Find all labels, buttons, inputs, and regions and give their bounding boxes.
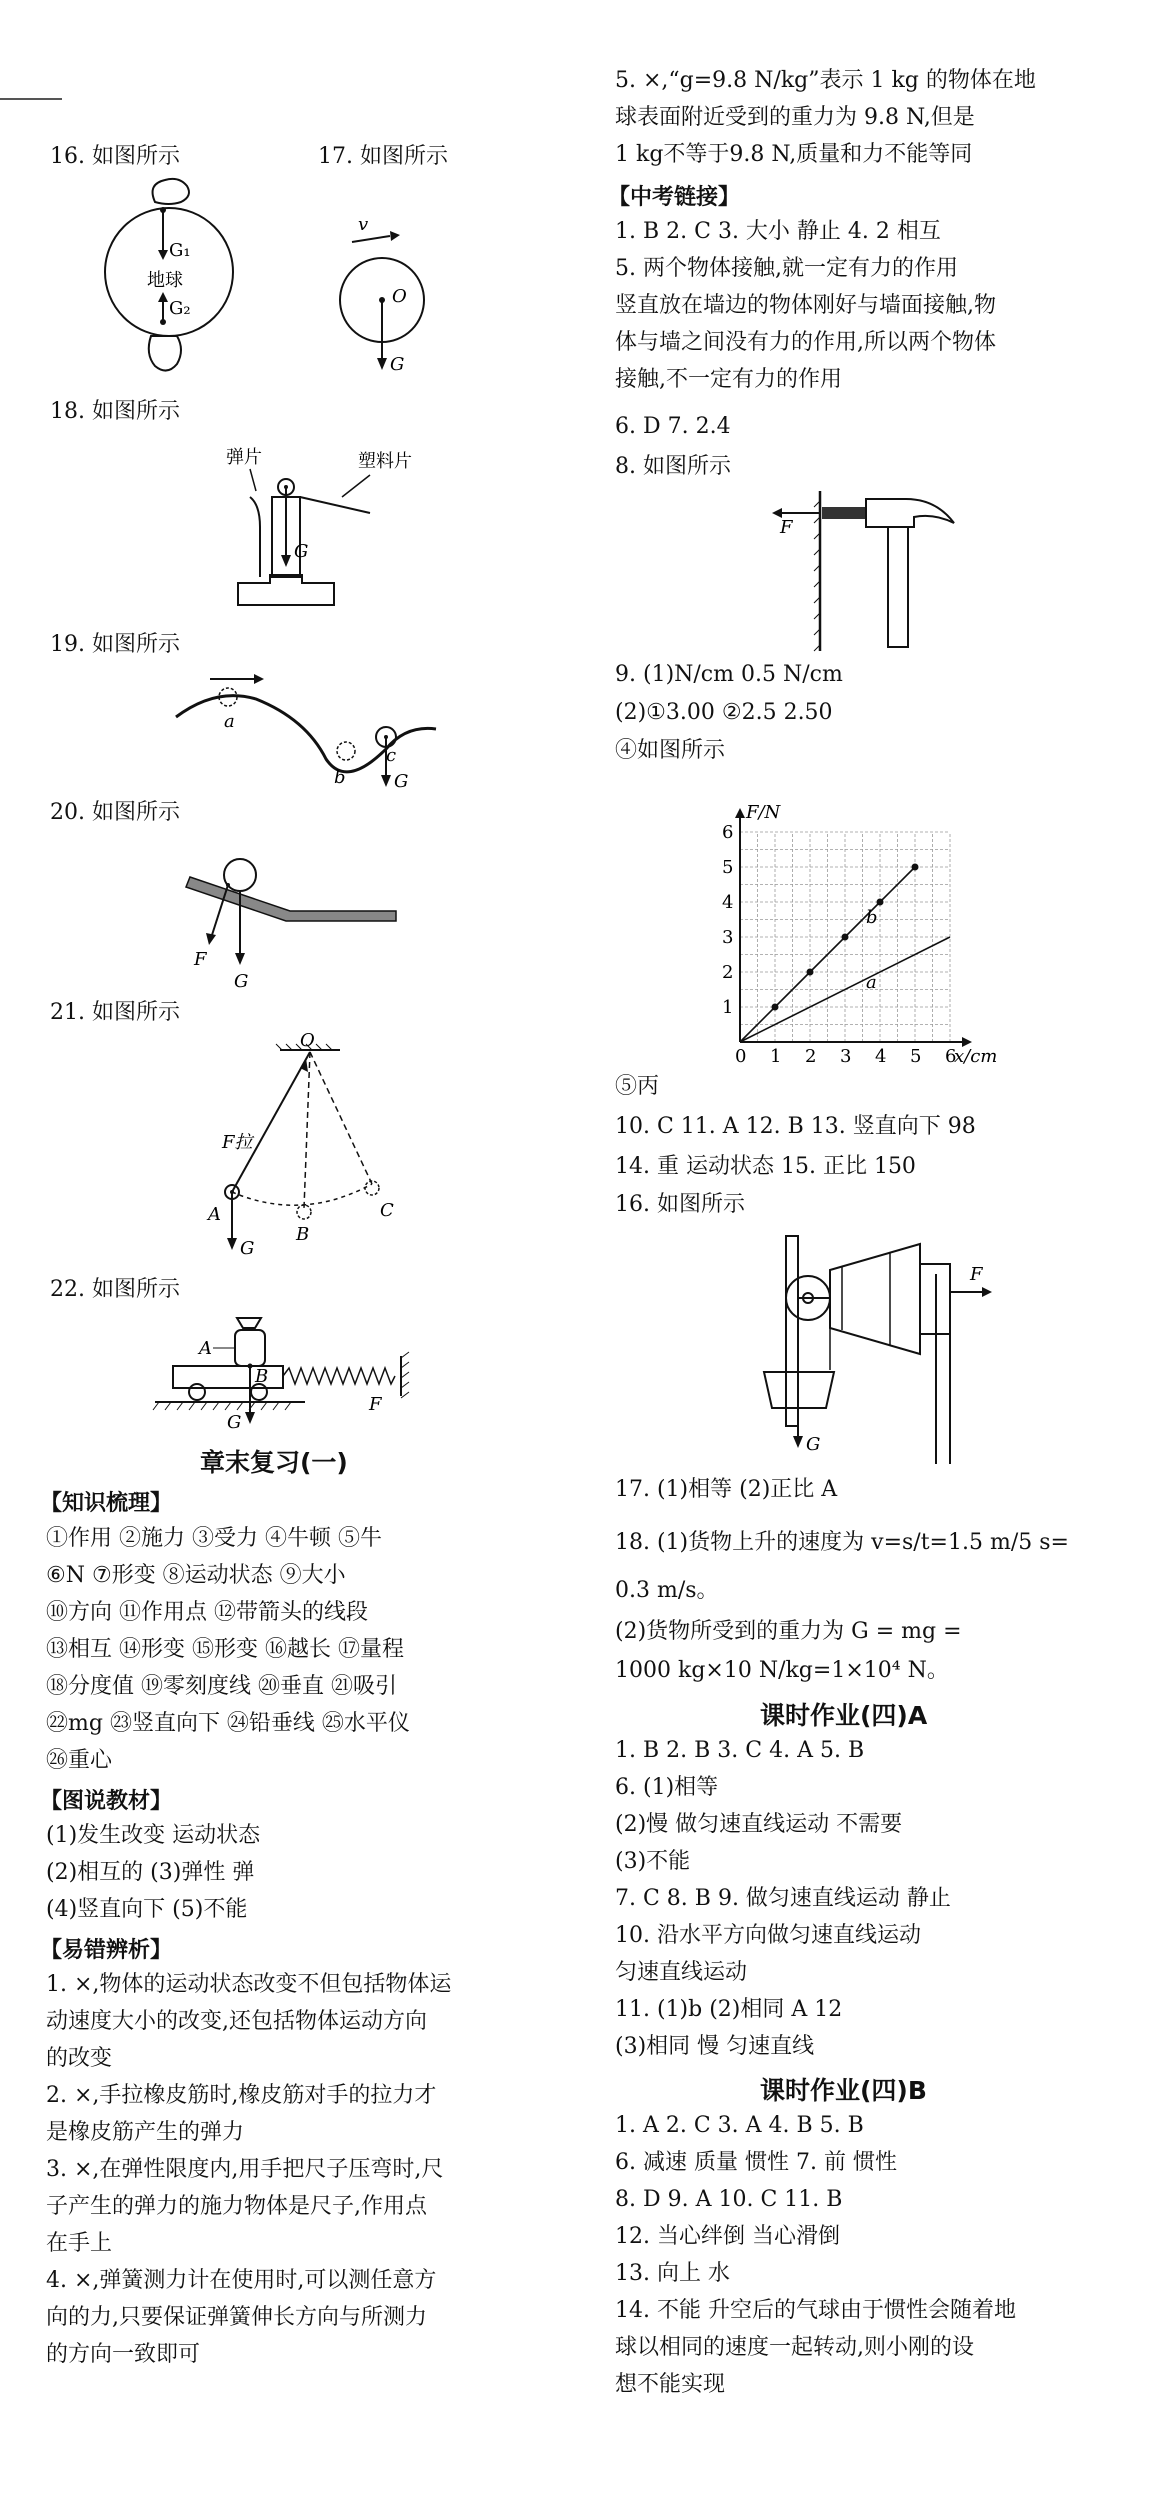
list-item: 8. D 9. A 10. C 11. B xyxy=(615,2187,843,2212)
fig18-spring-diagram xyxy=(220,445,412,625)
x-tick-label: 4 xyxy=(875,1046,887,1067)
o-label: O xyxy=(300,1030,315,1051)
list-item: ①作用 ②施力 ③受力 ④牛顿 ⑤牛 xyxy=(46,1526,382,1551)
f-pull-label: F拉 xyxy=(222,1132,253,1153)
list-item: 的改变 xyxy=(46,2046,113,2071)
fig17-ball-diagram xyxy=(330,210,450,400)
list-item: 10. 沿水平方向做匀速直线运动 xyxy=(615,1923,921,1948)
x-tick-label: 5 xyxy=(910,1046,922,1067)
list-item: 球表面附近受到的重力为 9.8 N,但是 xyxy=(615,105,975,130)
list-item: ㉒mg ㉓竖直向下 ㉔铅垂线 ㉕水平仪 xyxy=(46,1711,410,1736)
x-tick-label: 6 xyxy=(945,1046,957,1067)
x-tick-label: 1 xyxy=(770,1046,782,1067)
force-extension-chart xyxy=(700,782,1030,1072)
list-item: 6. D 7. 2.4 xyxy=(615,414,731,439)
g-label: G xyxy=(234,971,249,992)
list-item: (3)相同 慢 匀速直线 xyxy=(615,2034,815,2059)
errors-heading: 【易错辨析】 xyxy=(40,1938,173,1963)
fig22-cart-diagram xyxy=(155,1310,455,1433)
list-item: 0.3 m/s。 xyxy=(615,1578,719,1603)
x-tick-label: 2 xyxy=(805,1046,817,1067)
knowledge-heading: 【知识梳理】 xyxy=(40,1491,173,1516)
list-item: 接触,不一定有力的作用 xyxy=(615,367,842,392)
fig19-label: 19. 如图所示 xyxy=(50,632,180,657)
list-item: ㉖重心 xyxy=(46,1748,113,1773)
a-label: A xyxy=(208,1204,221,1225)
fig21-label: 21. 如图所示 xyxy=(50,1000,180,1025)
list-item: 5. 两个物体接触,就一定有力的作用 xyxy=(615,256,958,281)
g-label: G xyxy=(294,541,309,562)
fig16-label: 16. 如图所示 xyxy=(50,144,180,169)
fig18-label: 18. 如图所示 xyxy=(50,399,180,424)
c-label: c xyxy=(386,745,397,766)
list-item: 球以相同的速度一起转动,则小刚的设 xyxy=(615,2335,974,2360)
list-item: 1. B 2. B 3. C 4. A 5. B xyxy=(615,1738,865,1763)
list-item: ⑱分度值 ⑲零刻度线 ⑳垂直 ㉑吸引 xyxy=(46,1674,397,1699)
fig16-pulley-diagram xyxy=(770,1230,990,1470)
g-label: G xyxy=(394,771,409,792)
list-item: 9. (1)N/cm 0.5 N/cm xyxy=(615,662,843,687)
g-label: G xyxy=(240,1238,255,1259)
b-label: B xyxy=(255,1366,269,1387)
y-tick-label: 4 xyxy=(722,892,734,913)
textbook-heading: 【图说教材】 xyxy=(40,1789,173,1814)
list-item: 13. 向上 水 xyxy=(615,2261,730,2286)
fig19-track-diagram xyxy=(170,665,450,800)
fig21-pendulum-diagram xyxy=(200,1030,420,1270)
list-item: 匀速直线运动 xyxy=(615,1960,748,1985)
list-item: (2)相互的 (3)弹性 弹 xyxy=(46,1860,255,1885)
list-item: 14. 重 运动状态 15. 正比 150 xyxy=(615,1154,916,1179)
y-tick-label: 3 xyxy=(722,927,734,948)
list-item: 1. B 2. C 3. 大小 静止 4. 2 相互 xyxy=(615,219,941,244)
list-item: 子产生的弹力的施力物体是尺子,作用点 xyxy=(46,2194,427,2219)
list-item: 18. (1)货物上升的速度为 v=s/t=1.5 m/5 s= xyxy=(615,1530,1069,1555)
list-item: 3. ×,在弹性限度内,用手把尺子压弯时,尺 xyxy=(46,2157,444,2182)
exam-heading: 【中考链接】 xyxy=(608,185,741,210)
list-item: 1 kg不等于9.8 N,质量和力不能等同 xyxy=(615,142,973,167)
o-label: O xyxy=(392,286,407,307)
list-item: ④如图所示 xyxy=(615,738,726,763)
f-label: F xyxy=(369,1394,382,1415)
list-item: 1. A 2. C 3. A 4. B 5. B xyxy=(615,2113,864,2138)
y-axis-arrow xyxy=(735,808,745,818)
list-item: 向的力,只要保证弹簧伸长方向与所测力 xyxy=(46,2305,427,2330)
b-label: B xyxy=(296,1224,310,1245)
f-label: F xyxy=(194,949,207,970)
list-item: 14. 不能 升空后的气球由于惯性会随着地 xyxy=(615,2298,1016,2323)
earth-label: 地球 xyxy=(147,270,183,291)
data-point xyxy=(912,864,919,871)
list-item: (2)慢 做匀速直线运动 不需要 xyxy=(615,1812,903,1837)
series-label-a: a xyxy=(866,971,877,993)
list-item: 6. 减速 质量 惯性 7. 前 惯性 xyxy=(615,2150,897,2175)
list-item: 是橡皮筋产生的弹力 xyxy=(46,2120,245,2145)
list-item: ⑥N ⑦形变 ⑧运动状态 ⑨大小 xyxy=(46,1563,346,1588)
fig17-label: 17. 如图所示 xyxy=(318,144,448,169)
y-axis-label: F/N xyxy=(746,802,781,823)
g-label: G xyxy=(227,1412,242,1433)
g-label: G xyxy=(390,354,405,375)
top-rule xyxy=(0,98,62,100)
list-item: 2. ×,手拉橡皮筋时,橡皮筋对手的拉力才 xyxy=(46,2083,437,2108)
list-item: 10. C 11. A 12. B 13. 竖直向下 98 xyxy=(615,1114,976,1139)
list-item: 1000 kg×10 N/kg=1×10⁴ N。 xyxy=(615,1658,949,1683)
list-item: 想不能实现 xyxy=(615,2372,726,2397)
list-item: 17. (1)相等 (2)正比 A xyxy=(615,1477,838,1502)
list-item: 的方向一致即可 xyxy=(46,2342,201,2367)
spring-label: 弹片 xyxy=(226,447,262,468)
f-label: F xyxy=(780,517,793,538)
g2-label: G₂ xyxy=(169,298,191,319)
a-label: A xyxy=(199,1338,212,1359)
list-item: 体与墙之间没有力的作用,所以两个物体 xyxy=(615,330,996,355)
b-label: b xyxy=(334,767,346,788)
list-item: 4. ×,弹簧测力计在使用时,可以测任意方 xyxy=(46,2268,437,2293)
list-item: (2)货物所受到的重力为 G = mg = xyxy=(615,1619,962,1644)
c-label: C xyxy=(380,1200,394,1221)
y-tick-label: 2 xyxy=(722,962,734,983)
list-item: 11. (1)b (2)相同 A 12 xyxy=(615,1997,843,2022)
fig8-hammer-diagram xyxy=(770,485,970,655)
list-item: 5. ×,“g=9.8 N/kg”表示 1 kg 的物体在地 xyxy=(615,68,1036,93)
list-item: 16. 如图所示 xyxy=(615,1192,745,1217)
fig20-incline-diagram xyxy=(180,845,430,995)
list-item: 12. 当心绊倒 当心滑倒 xyxy=(615,2224,840,2249)
list-item: 7. C 8. B 9. 做匀速直线运动 静止 xyxy=(615,1886,951,1911)
homework-4a-title: 课时作业(四)A xyxy=(760,1701,928,1730)
x-tick-label: 3 xyxy=(840,1046,852,1067)
list-item: (4)竖直向下 (5)不能 xyxy=(46,1897,248,1922)
list-item: (1)发生改变 运动状态 xyxy=(46,1823,261,1848)
y-tick-label: 5 xyxy=(722,857,734,878)
fig20-label: 20. 如图所示 xyxy=(50,800,180,825)
fig22-label: 22. 如图所示 xyxy=(50,1277,180,1302)
list-item: 在手上 xyxy=(46,2231,113,2256)
x-tick-label: 0 xyxy=(735,1046,747,1067)
list-item: (3)不能 xyxy=(615,1849,691,1874)
v-label: v xyxy=(358,214,369,235)
a-label: a xyxy=(224,711,235,732)
data-point xyxy=(807,969,814,976)
series-label-b: b xyxy=(866,907,878,928)
data-point xyxy=(877,899,884,906)
list-item: ⑬相互 ⑭形变 ⑮形变 ⑯越长 ⑰量程 xyxy=(46,1637,404,1662)
x-axis-label: x/cm xyxy=(954,1046,998,1067)
y-tick-label: 1 xyxy=(722,997,734,1018)
y-tick-label: 6 xyxy=(722,822,734,843)
list-item: 动速度大小的改变,还包括物体运动方向 xyxy=(46,2009,427,2034)
list-item: 6. (1)相等 xyxy=(615,1775,719,1800)
homework-4b-title: 课时作业(四)B xyxy=(760,2076,927,2105)
g-label: G xyxy=(806,1434,821,1455)
data-point xyxy=(772,1004,779,1011)
list-item: 竖直放在墙边的物体刚好与墙面接触,物 xyxy=(615,293,996,318)
plastic-label: 塑料片 xyxy=(358,451,412,472)
list-item: ⑩方向 ⑪作用点 ⑫带箭头的线段 xyxy=(46,1600,368,1625)
list-item: (2)①3.00 ②2.5 2.50 xyxy=(615,700,833,725)
list-item: 1. ×,物体的运动状态改变不但包括物体运 xyxy=(46,1972,452,1997)
fig16-earth-diagram xyxy=(95,180,275,410)
f-label: F xyxy=(970,1264,983,1285)
g1-label: G₁ xyxy=(169,240,191,261)
list-item: 8. 如图所示 xyxy=(615,454,731,479)
list-item: ⑤丙 xyxy=(615,1074,660,1099)
data-point xyxy=(842,934,849,941)
chapter-review-title: 章末复习(一) xyxy=(200,1448,348,1477)
